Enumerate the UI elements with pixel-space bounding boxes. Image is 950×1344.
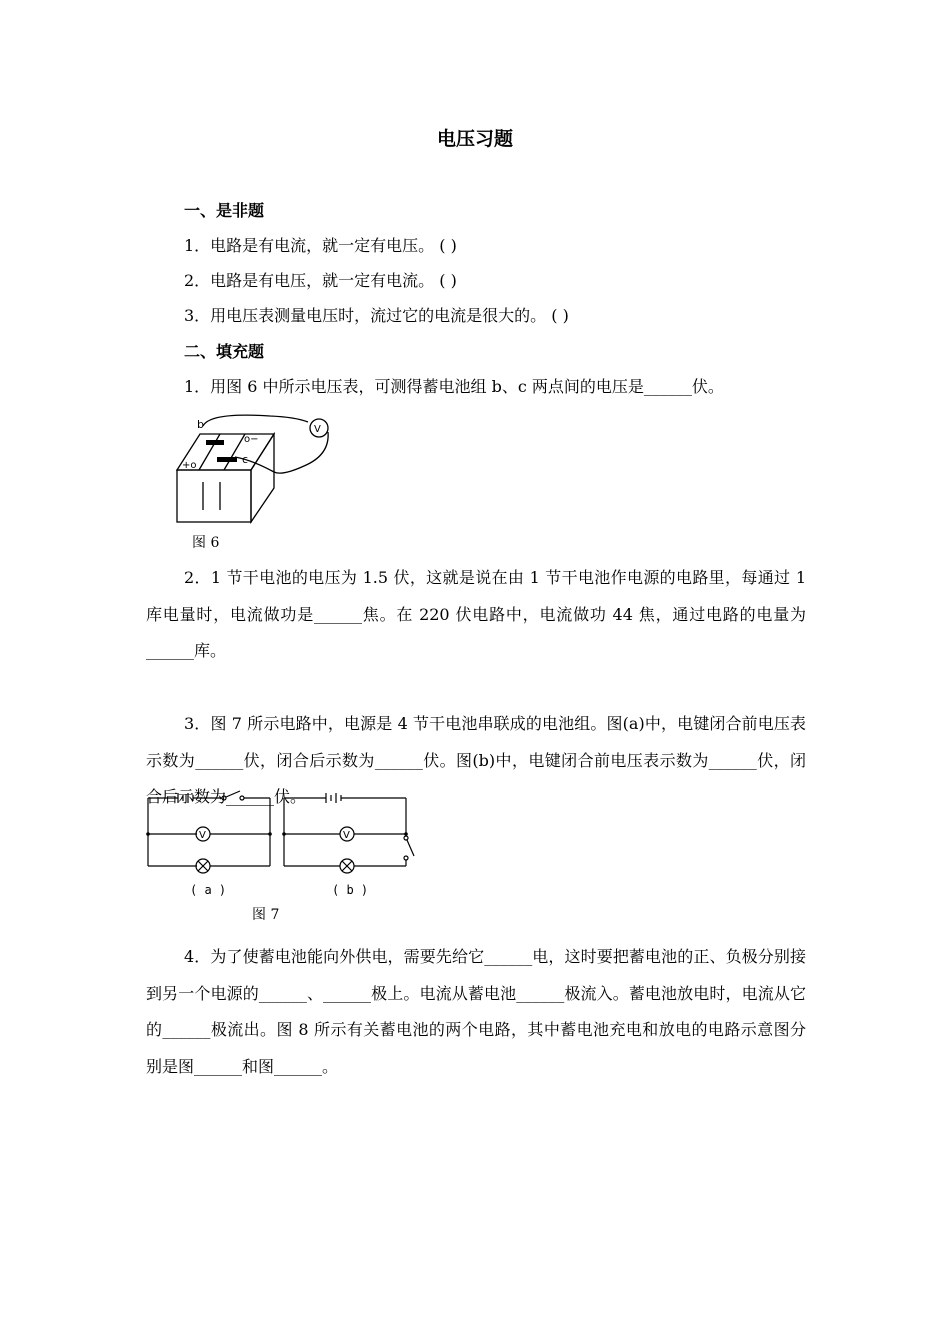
fig7-label-a: ( a ) (190, 883, 227, 897)
section-heading-fill-in: 二、填充题 (184, 342, 265, 361)
question-tf-2: 2．电路是有电压，就一定有电流。 ( ) (184, 271, 457, 290)
fig6-caption: 图 6 (192, 535, 220, 551)
fig6-label-minus: o− (244, 434, 259, 445)
section-heading-true-false: 一、是非题 (184, 201, 265, 220)
fig7-voltmeter-b-label: V (343, 830, 350, 841)
fig7-voltmeter-a-label: V (199, 830, 206, 841)
question-tf-1: 1．电路是有电流，就一定有电压。 ( ) (184, 236, 457, 255)
question-fill-4: 4．为了使蓄电池能向外供电，需要先给它______电，这时要把蓄电池的正、负极分别接到另一个电源的______、______极上。电流从蓄电池______极流入。蓄电池放电时，电流从它的______极流出。图 8 所示有关蓄电池的两个电路，其中蓄电池充电和放电的电路示意图分别是图______和图______。 (146, 947, 806, 1076)
question-fill-2: 2．1 节干电池的电压为 1.5 伏，这就是说在由 1 节干电池作电源的电路里，每通过 1 库电量时，电流做功是______焦。在 220 伏电路中，电流做功 44 焦，通过电路的电量为______库。 (146, 568, 806, 660)
fig6-label-plus: +o (182, 460, 197, 471)
fig7-label-b: ( b ) (332, 883, 369, 897)
fig6-voltmeter-label: V (314, 424, 321, 435)
page-title: 电压习题 (436, 128, 513, 150)
figure-7-circuit-diagrams (140, 788, 430, 928)
question-tf-3: 3．用电压表测量电压时，流过它的电流是很大的。 ( ) (184, 306, 569, 325)
fig6-label-c: c (242, 453, 249, 466)
fig7-caption: 图 7 (252, 907, 280, 923)
fig6-label-b: b (197, 418, 204, 431)
figure-6-battery-diagram (170, 410, 340, 555)
question-fill-3: 3．图 7 所示电路中，电源是 4 节干电池串联成的电池组。图(a)中，电键闭合前电压表示数为______伏，闭合后示数为______伏。图(b)中，电键闭合前电压表示数为______伏，闭合后示数为______伏。 (146, 714, 806, 806)
question-fill-1: 1．用图 6 中所示电压表，可测得蓄电池组 b、c 两点间的电压是______伏。 (184, 377, 724, 396)
